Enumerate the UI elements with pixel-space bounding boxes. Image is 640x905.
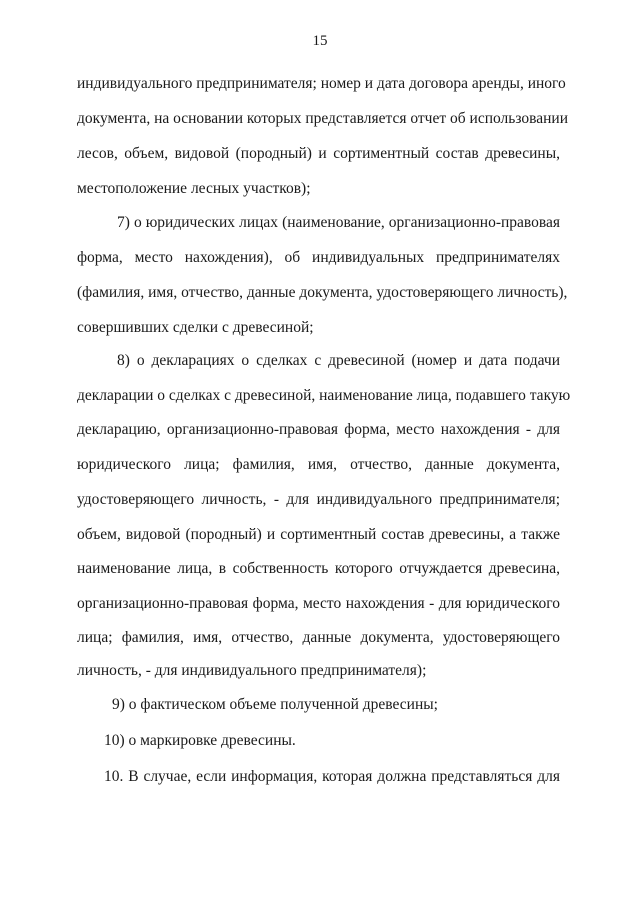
body-line: организационно-правовая форма, место нахождения - для юридического — [77, 595, 560, 612]
page-number: 15 — [312, 33, 328, 49]
body-line: юридического лица; фамилия, имя, отчество, данные документа, — [77, 456, 560, 473]
body-line: совершивших сделки с древесиной; — [77, 319, 314, 336]
body-line: 10. В случае, если информация, которая должна представляться для — [104, 768, 560, 785]
body-line: декларацию, организационно-правовая форма, место нахождения - для — [77, 421, 560, 438]
body-line: документа, на основании которых представляется отчет об использовании — [77, 110, 568, 127]
body-line: лица; фамилия, имя, отчество, данные документа, удостоверяющего — [77, 629, 560, 646]
body-line: 8) о декларациях о сделках с древесиной (номер и дата подачи — [117, 352, 560, 369]
body-line: лесов, объем, видовой (породный) и сортиментный состав древесины, — [77, 145, 560, 162]
body-line: декларации о сделках с древесиной, наименование лица, подавшего такую — [77, 387, 571, 404]
body-line: 10) о маркировке древесины. — [104, 732, 296, 749]
body-line: наименование лица, в собственность которого отчуждается древесина, — [77, 560, 560, 577]
body-line: форма, место нахождения), об индивидуальных предпринимателях — [77, 249, 560, 266]
body-line: (фамилия, имя, отчество, данные документа, удостоверяющего личность), — [77, 284, 568, 301]
body-line: личность, - для индивидуального предпринимателя); — [77, 662, 427, 679]
body-line: местоположение лесных участков); — [77, 180, 311, 197]
body-line: 9) о фактическом объеме полученной древесины; — [112, 696, 438, 713]
body-line: удостоверяющего личность, - для индивидуального предпринимателя; — [77, 491, 560, 508]
body-line: 7) о юридических лицах (наименование, организационно-правовая — [117, 214, 560, 231]
body-line: индивидуального предпринимателя; номер и дата договора аренды, иного — [77, 75, 566, 92]
body-line: объем, видовой (породный) и сортиментный состав древесины, а также — [77, 526, 560, 543]
